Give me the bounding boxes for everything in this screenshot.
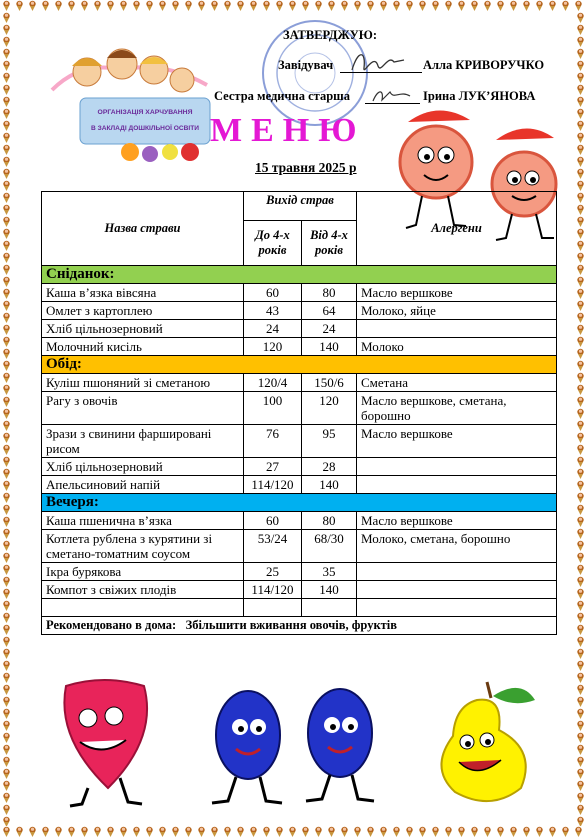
head-name: Алла КРИВОРУЧКО bbox=[423, 58, 545, 72]
nurse-name: Ірина ЛУК’ЯНОВА bbox=[423, 89, 536, 103]
section-breakfast-title: Сніданок: bbox=[42, 266, 557, 284]
col-allergens-header: Алергени bbox=[357, 192, 557, 266]
portion-over4: 80 bbox=[302, 284, 357, 302]
dish-name: Каша в’язка вівсяна bbox=[42, 284, 244, 302]
table-row bbox=[42, 458, 557, 476]
portion-under4: 27 bbox=[244, 458, 302, 476]
portion-over4: 95 bbox=[302, 425, 357, 458]
portion-under4: 53/24 bbox=[244, 530, 302, 563]
allergens-cell bbox=[357, 320, 557, 338]
allergens-cell: Масло вершкове bbox=[357, 425, 557, 458]
portion-under4: 100 bbox=[244, 392, 302, 425]
allergens-cell bbox=[357, 563, 557, 581]
allergens-cell: Молоко, сметана, борошно bbox=[357, 530, 557, 563]
allergens-cell bbox=[357, 476, 557, 494]
portion-under4: 120 bbox=[244, 338, 302, 356]
table-row bbox=[42, 338, 557, 356]
table-row bbox=[42, 425, 557, 458]
portion-over4: 68/30 bbox=[302, 530, 357, 563]
table-row bbox=[42, 302, 557, 320]
col-under4-header: До 4-х років bbox=[244, 221, 302, 266]
portion-under4: 25 bbox=[244, 563, 302, 581]
portion-over4: 24 bbox=[302, 320, 357, 338]
dish-name: Ікра бурякова bbox=[42, 563, 244, 581]
dish-name: Каша пшенична в’язка bbox=[42, 512, 244, 530]
portion-under4: 120/4 bbox=[244, 374, 302, 392]
pear-icon bbox=[425, 676, 555, 821]
section-lunch-row bbox=[42, 356, 557, 374]
portion-under4: 60 bbox=[244, 284, 302, 302]
ice-cream-border-right-icon bbox=[574, 12, 586, 826]
section-lunch-title: Обід: bbox=[42, 356, 557, 374]
table-row bbox=[42, 563, 557, 581]
portion-under4: 114/120 bbox=[244, 476, 302, 494]
table-row bbox=[42, 284, 557, 302]
table-row bbox=[42, 581, 557, 599]
allergens-cell bbox=[357, 581, 557, 599]
col-over4-header: Від 4-х років bbox=[302, 221, 357, 266]
table-row bbox=[42, 476, 557, 494]
logo-line1: ОРГАНІЗАЦІЯ ХАРЧУВАННЯ bbox=[97, 109, 193, 116]
portion-under4: 60 bbox=[244, 512, 302, 530]
portion-under4: 76 bbox=[244, 425, 302, 458]
dish-name bbox=[42, 599, 244, 617]
col-output-header: Вихід страв bbox=[244, 192, 357, 221]
dish-name: Рагу з овочів bbox=[42, 392, 244, 425]
allergens-cell: Сметана bbox=[357, 374, 557, 392]
allergens-cell bbox=[357, 599, 557, 617]
dish-name: Хліб цільнозерновий bbox=[42, 458, 244, 476]
dish-name: Котлета рублена з курятини зі сметано-томатним соусом bbox=[42, 530, 244, 563]
kids-logo-icon bbox=[42, 40, 217, 175]
portion-over4: 150/6 bbox=[302, 374, 357, 392]
allergens-cell: Молоко bbox=[357, 338, 557, 356]
portion-over4: 64 bbox=[302, 302, 357, 320]
ice-cream-border-top-icon bbox=[0, 0, 586, 12]
portion-under4: 24 bbox=[244, 320, 302, 338]
allergens-cell: Масло вершкове bbox=[357, 512, 557, 530]
allergens-cell: Молоко, яйце bbox=[357, 302, 557, 320]
table-row bbox=[42, 392, 557, 425]
portion-over4: 140 bbox=[302, 338, 357, 356]
allergens-cell: Масло вершкове, сметана, борошно bbox=[357, 392, 557, 425]
recommendation-row bbox=[42, 617, 557, 635]
col-name-header: Назва страви bbox=[42, 192, 244, 266]
portion-under4 bbox=[244, 599, 302, 617]
allergens-cell: Масло вершкове bbox=[357, 284, 557, 302]
nurse-role: Сестра медична старша bbox=[214, 89, 350, 103]
portion-over4: 80 bbox=[302, 512, 357, 530]
dish-name: Апельсиновий напій bbox=[42, 476, 244, 494]
section-dinner-row bbox=[42, 494, 557, 512]
table-row bbox=[42, 530, 557, 563]
ice-cream-border-left-icon bbox=[0, 12, 12, 826]
signature-icon bbox=[348, 48, 408, 83]
table-row bbox=[42, 599, 557, 617]
dish-name: Хліб цільнозерновий bbox=[42, 320, 244, 338]
menu-date: 15 травня 2025 р bbox=[255, 160, 357, 175]
logo-line2: В ЗАКЛАДІ ДОШКІЛЬНОЇ ОСВІТИ bbox=[91, 125, 199, 132]
portion-over4 bbox=[302, 599, 357, 617]
dish-name: Омлет з картоплею bbox=[42, 302, 244, 320]
page-title: МЕНЮ bbox=[210, 112, 366, 149]
dish-name: Компот з свіжих плодів bbox=[42, 581, 244, 599]
portion-over4: 140 bbox=[302, 581, 357, 599]
strawberry-icon bbox=[48, 678, 163, 813]
dish-name: Зрази з свинини фаршировані рисом bbox=[42, 425, 244, 458]
portion-under4: 43 bbox=[244, 302, 302, 320]
blueberry-icon bbox=[200, 675, 400, 820]
portion-under4: 114/120 bbox=[244, 581, 302, 599]
table-row bbox=[42, 512, 557, 530]
recommendation-text: Рекомендовано в дома: Збільшити вживання овочів, фруктів bbox=[42, 617, 557, 635]
allergens-cell bbox=[357, 458, 557, 476]
portion-over4: 120 bbox=[302, 392, 357, 425]
ice-cream-border-bottom-icon bbox=[0, 826, 586, 838]
menu-table bbox=[41, 191, 557, 635]
portion-over4: 140 bbox=[302, 476, 357, 494]
portion-over4: 35 bbox=[302, 563, 357, 581]
portion-over4: 28 bbox=[302, 458, 357, 476]
table-row bbox=[42, 320, 557, 338]
head-role: Завідувач bbox=[278, 58, 334, 72]
dish-name: Куліш пшоняний зі сметаною bbox=[42, 374, 244, 392]
section-breakfast-row bbox=[42, 266, 557, 284]
section-dinner-title: Вечеря: bbox=[42, 494, 557, 512]
approval-heading: ЗАТВЕРДЖУЮ: bbox=[283, 28, 378, 42]
table-row bbox=[42, 374, 557, 392]
dish-name: Молочний кисіль bbox=[42, 338, 244, 356]
